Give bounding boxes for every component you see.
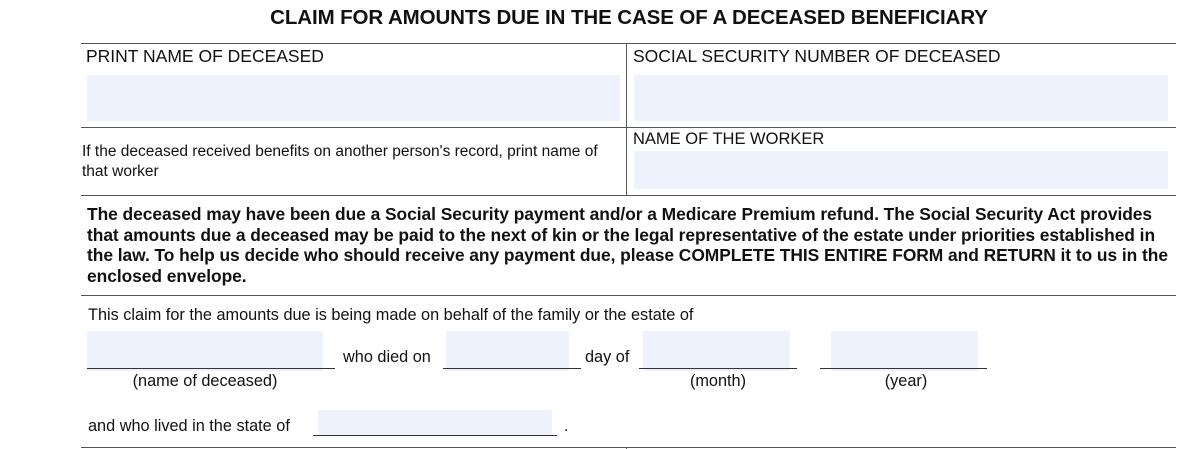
rule-row1 [81,127,1176,128]
ssn-label: SOCIAL SECURITY NUMBER OF DECEASED [633,46,1001,66]
worker-name-input[interactable] [634,151,1168,189]
who-died-on-text: who died on [343,348,431,366]
day-of-text: day of [585,348,630,366]
death-year-input[interactable] [831,331,978,371]
day-underline [443,368,581,369]
notice-text: The deceased may have been due a Social Security payment and/or a Medicare Premium refund. The Social Security Act provides that amounts due a deceased may be paid to the next of kin or the legal representative of the estate under priorities established in the law. To help us decide who should receive any payment due, please COMPLETE THIS ENTIRE FORM and RETURN it to us in the enclosed envelope. [87,204,1168,286]
deceased-name-label: PRINT NAME OF DECEASED [86,46,324,66]
ssn-input[interactable] [634,75,1168,121]
form-title: CLAIM FOR AMOUNTS DUE IN THE CASE OF A DECEASED BENEFICIARY [270,6,988,29]
column-divider [626,44,627,195]
rule-top [81,43,1176,44]
deceased-name-underline [87,368,335,369]
month-underline [639,368,797,369]
year-caption: (year) [884,372,928,390]
name-caption: (name of deceased) [132,372,278,390]
state-underline [313,435,557,436]
death-month-input[interactable] [643,331,790,371]
worker-name-label: NAME OF THE WORKER [633,130,825,148]
state-period: . [564,417,569,435]
death-day-input[interactable] [446,331,569,371]
rule-row2 [81,195,1176,196]
state-input[interactable] [318,410,552,436]
rule-bottom [81,447,1176,448]
claim-intro: This claim for the amounts due is being made on behalf of the family or the estate of [88,306,694,324]
claim-deceased-name-input[interactable] [87,331,323,371]
deceased-name-input[interactable] [87,75,620,121]
other-record-instruction: If the deceased received benefits on another person's record, print name of that worker [82,143,598,180]
rule-notice [81,295,1176,296]
year-underline [820,368,987,369]
month-caption: (month) [689,372,747,390]
lived-in-state-text: and who lived in the state of [88,417,290,435]
